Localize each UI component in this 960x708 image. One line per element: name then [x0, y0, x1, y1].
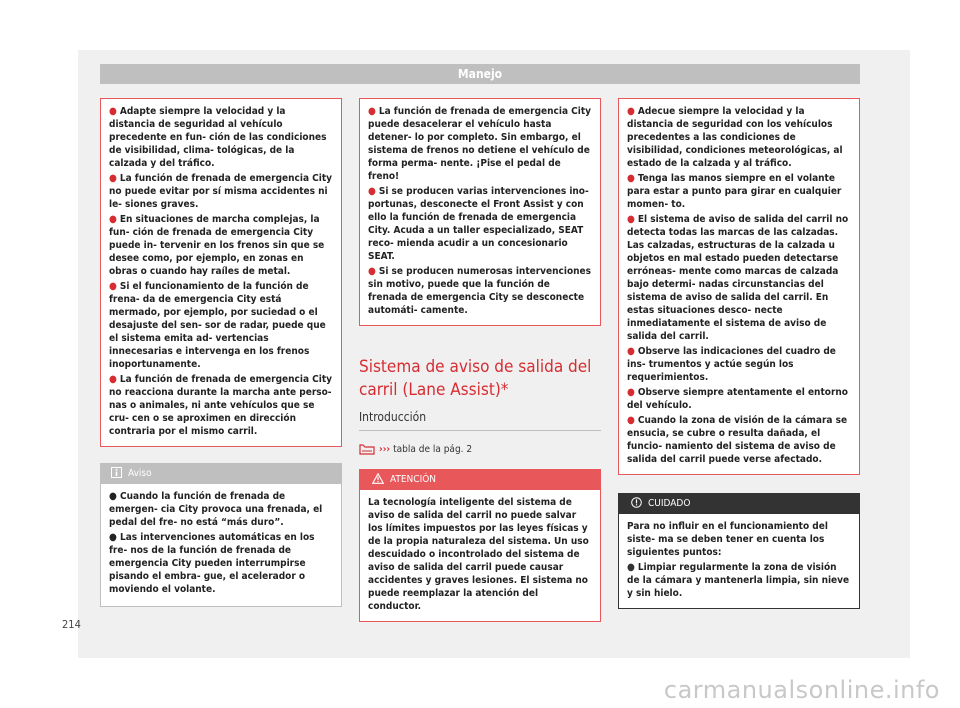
bullet-icon: ● — [627, 387, 635, 398]
column-2 — [359, 98, 601, 622]
bullet-icon: ● — [627, 346, 635, 357]
warning-list-box — [618, 98, 860, 475]
notice-circle-icon — [631, 497, 642, 508]
warning-triangle-icon — [372, 473, 384, 484]
warning-list-box — [359, 98, 601, 326]
aviso-header — [101, 464, 341, 484]
list-item: ● El sistema de aviso de salida del carril no detecta todas las marcas de las calzadas. Las calzadas, estructuras de la calzada u objetos en mal estado pueden detectarse erróneas- mente como marcas de calzada bajo determi- nadas circunstancias del sistema de aviso de salida del carril. En estas situaciones desco- necte inmediatamente el sistema de aviso de salida del carril. — [627, 214, 849, 342]
atencion-body: La tecnología inteligente del sistema de aviso de salida del carril no puede salvar los límites impuestos por las leyes físicas y de la propia naturaleza del sistema. Un uso descuidado o incontrolado del sistema de aviso de salida del carril puede causar accidentes y graves lesiones. El sistema no puede reemplazar la atención del conductor. — [368, 497, 589, 612]
list-item: ● Adapte siempre la velocidad y la distancia de seguridad al vehículo precedente en fun- ción de las condiciones de visibilidad, clima- tológicas, de la calzada y del tráfico. — [109, 106, 327, 169]
cuidado-body — [619, 514, 859, 608]
bullet-icon: ● — [368, 106, 376, 117]
list-item: ● Observe las indicaciones del cuadro de ins- trumentos y actúe según los requerimientos. — [627, 346, 836, 383]
list-item: ● Tenga las manos siempre en el volante para estar a punto para girar en cualquier momen- to. — [627, 173, 842, 210]
bullet-icon: ● — [627, 106, 635, 117]
atencion-title: ATENCIÓN — [390, 474, 437, 485]
bullet-icon: ● — [109, 214, 117, 225]
bullet-icon: ● — [368, 186, 376, 197]
bullet-icon: ● — [627, 173, 635, 184]
bullet-icon: ● — [109, 106, 117, 117]
bullet-icon: ● — [109, 491, 117, 502]
list-item: ● Cuando la función de frenada de emergen- cia City provoca una frenada, el pedal del fre- no está “más duro”. — [109, 491, 323, 528]
cuidado-text: Para no influir en el funcionamiento del siste- ma se deben tener en cuenta los siguientes puntos: — [627, 521, 828, 558]
bullet-icon: ● — [109, 532, 117, 543]
atencion-header — [360, 470, 600, 490]
bullet-icon: ● — [627, 214, 635, 225]
list-item: ● Si el funcionamiento de la función de frena- da de emergencia City está mermado, por ejemplo, por suciedad o el desajuste del sen- sor de radar, puede que el sistema emita ad- vertencias innecesarias e intervenga en los frenos inoportunamente. — [109, 281, 326, 370]
list-item: ● En situaciones de marcha complejas, la fun- ción de frenada de emergencia City puede in- tervenir en los frenos sin que se desee como, por ejemplo, en zonas en obras o cuando hay raíles de metal. — [109, 214, 325, 277]
bullet-icon: ● — [627, 562, 635, 573]
reference-arrows: ››› — [379, 443, 391, 455]
info-icon — [111, 467, 122, 478]
list-item: ● Las intervenciones automáticas en los fre- nos de la función de frenada de emergencia City pueden interrumpirse pisando el embra- gue, el acelerador o moviendo el volante. — [109, 532, 315, 595]
bullet-icon: ● — [109, 173, 117, 184]
intro-heading: Introducción — [359, 410, 601, 431]
column-3 — [618, 98, 860, 609]
page-header: Manejo — [100, 64, 860, 84]
reference-link[interactable]: tabla de la pág. 2 — [393, 443, 473, 455]
list-item: ● La función de frenada de emergencia City no reacciona durante la marcha ante perso- nas o animales, ni ante vehículos que se cru- cen o se aproximen en dirección contraria por el mismo carril. — [109, 374, 332, 437]
bullet-icon: ● — [627, 415, 635, 426]
column-1 — [100, 98, 342, 607]
warning-list-box — [100, 98, 342, 447]
cuidado-box — [618, 493, 860, 609]
cuidado-header — [619, 494, 859, 514]
cuidado-title: CUIDADO — [648, 498, 691, 509]
list-item: ● Cuando la zona de visión de la cámara se ensucia, se cubre o resulta dañada, el funcio- namiento del sistema de aviso de salida del carril puede verse afectado. — [627, 415, 848, 465]
list-item: ● Observe siempre atentamente el entorno del vehículo. — [627, 387, 848, 411]
bullet-icon: ● — [109, 374, 117, 385]
aviso-title: Aviso — [128, 468, 152, 479]
table-reference[interactable] — [359, 443, 601, 455]
list-item: ● Limpiar regularmente la zona de visión de la cámara y mantenerla limpia, sin nieve y sin hielo. — [627, 562, 850, 599]
atencion-box — [359, 469, 601, 622]
list-item: ● La función de frenada de emergencia City puede desacelerar el vehículo hasta detener- lo por completo. Sin embargo, el sistema de frenos no detiene el vehículo de forma perma- nente. ¡Pise el pedal de freno! — [368, 106, 591, 182]
bullet-icon: ● — [368, 266, 376, 277]
watermark: carmanualsonline.info — [663, 676, 940, 704]
list-item: ● Si se producen varias intervenciones ino- portunas, desconecte el Front Assist y con ello la función de frenada de emergencia City. Acuda a un taller especializado, SEAT reco- mienda acudir a un concesionario SEAT. — [368, 186, 589, 262]
list-item: ● La función de frenada de emergencia City no puede evitar por sí misma accidentes ni le- siones graves. — [109, 173, 332, 210]
page-number: 214 — [62, 618, 81, 631]
table-reference-icon — [359, 443, 375, 455]
bullet-icon: ● — [109, 281, 117, 292]
aviso-body — [101, 484, 341, 606]
list-item: ● Si se producen numerosas intervenciones sin motivo, puede que la función de frenada de emergencia City se desconecte automáti- camente. — [368, 266, 592, 316]
section-title: Sistema de aviso de salida del carril (Lane Assist)* — [359, 357, 592, 400]
list-item: ● Adecue siempre la velocidad y la distancia de seguridad con los vehículos precedentes a las condiciones de visibilidad, condiciones meteorológicas, al estado de la calzada y al tráfico. — [627, 106, 843, 169]
aviso-box — [100, 463, 342, 607]
